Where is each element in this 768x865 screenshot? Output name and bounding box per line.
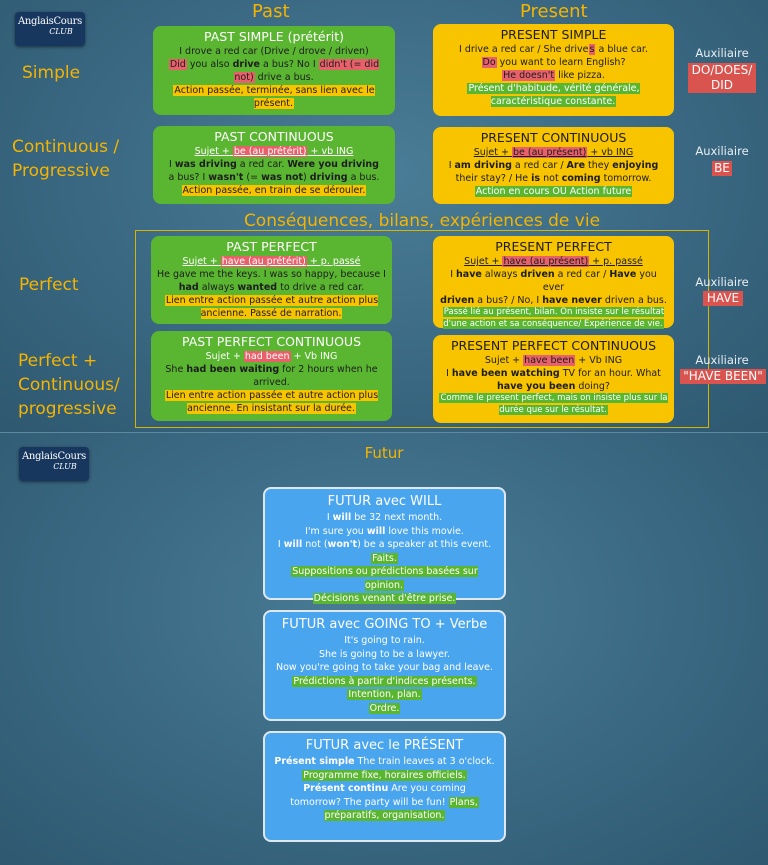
column-header-past: Past bbox=[252, 1, 290, 22]
example-line: I'm sure you will love this movie. bbox=[305, 525, 464, 537]
formula: Sujet + had been + Vb ING bbox=[205, 351, 338, 362]
usage-note: Intention, plan. bbox=[348, 689, 421, 700]
present-simple-card bbox=[433, 24, 674, 116]
example-line: I have been watching TV for an hour. What bbox=[446, 368, 661, 379]
example-line: a bus? I wasn't (= was not) driving a bus. bbox=[168, 172, 380, 183]
example-line: I drive a red car / She drives a blue car. bbox=[459, 44, 648, 55]
usage-note: Programme fixe, horaires officiels. bbox=[303, 769, 466, 781]
card-title: FUTUR avec WILL bbox=[327, 494, 442, 509]
example-line: Présent simple The train leaves at 3 o'clock. bbox=[274, 756, 495, 767]
row-label-perfect-continuous: Perfect + Continuous/ progressive bbox=[18, 351, 120, 419]
futur-will-card bbox=[263, 487, 506, 604]
example-line: I drove a red car (Drive / drove / driven) bbox=[179, 46, 369, 57]
formula: Sujet + have (au présent) + p. passé bbox=[464, 256, 643, 267]
card-title: PAST SIMPLE (prétérit) bbox=[204, 29, 344, 44]
example-line: She is going to be a lawyer. bbox=[318, 648, 451, 660]
row-label-continuous: Continuous / Progressive bbox=[12, 137, 120, 181]
usage-note: Faits. bbox=[372, 552, 397, 564]
present-perfect-card bbox=[433, 236, 674, 328]
example-line: Do you want to learn English? bbox=[482, 57, 626, 68]
usage-note: Présent d'habitude, vérité générale, caractéristique constante. bbox=[468, 83, 640, 107]
example-line: I was driving a red car. Were you driving bbox=[169, 159, 379, 170]
formula: Sujet + have (au prétérit) + p. passé bbox=[182, 256, 361, 267]
example-line: their stay? / He is not coming tomorrow. bbox=[455, 173, 652, 184]
tenses-panel bbox=[0, 0, 768, 432]
card-title: PAST PERFECT bbox=[226, 239, 317, 254]
formula: Sujet + have been + Vb ING bbox=[484, 355, 623, 366]
usage-note: préparatifs, organisation. bbox=[324, 810, 445, 821]
futur-going-to-card bbox=[263, 610, 506, 721]
example-line: Présent continu Are you coming bbox=[303, 783, 466, 794]
aux-label-perfect-continuous: Auxiliaire bbox=[695, 353, 749, 367]
card-title: PAST PERFECT CONTINUOUS bbox=[181, 334, 362, 349]
card-title: PRESENT PERFECT CONTINUOUS bbox=[450, 338, 657, 353]
consequences-title: Conséquences, bilans, expériences de vie bbox=[243, 211, 601, 231]
futur-present-card bbox=[263, 731, 506, 842]
futur-title: Futur bbox=[364, 444, 404, 462]
example-line: tomorrow? The party will be fun! Plans, bbox=[290, 796, 478, 808]
usage-note: Comme le present perfect, mais on insiste plus sur la durée que sur le résultat. bbox=[440, 393, 668, 415]
past-perfect-card bbox=[151, 236, 392, 324]
row-label-simple: Simple bbox=[22, 63, 81, 83]
aux-label-continuous: Auxiliaire bbox=[695, 144, 749, 158]
row-label-perfect: Perfect bbox=[19, 275, 79, 295]
past-perfect-continuous-card bbox=[151, 331, 392, 421]
usage-note: Prédictions à partir d'indices présents. bbox=[293, 675, 476, 687]
present-continuous-card bbox=[433, 127, 674, 204]
example-line: I am driving a red car / Are they enjoying bbox=[448, 160, 659, 171]
example-line: I will be 32 next month. bbox=[326, 512, 443, 523]
aux-value-simple: DO/DOES/ DID bbox=[688, 63, 756, 93]
card-title: PRESENT SIMPLE bbox=[500, 27, 607, 42]
past-simple-card bbox=[153, 26, 395, 115]
present-perfect-continuous-card bbox=[433, 335, 674, 423]
card-title: PRESENT CONTINUOUS bbox=[480, 130, 627, 145]
example-line: driven a bus? / No, I have never driven a bus. bbox=[440, 295, 667, 306]
example-line: She had been waiting for 2 hours when he arrived. bbox=[165, 364, 378, 388]
usage-note: Suppositions ou prédictions basées sur opinion. bbox=[292, 566, 478, 591]
aux-label-simple: Auxiliaire bbox=[695, 46, 749, 60]
usage-note: Lien entre action passée et autre action plus ancienne. En insistant sur la durée. bbox=[165, 390, 379, 414]
usage-note: Décisions venant d'être prise. bbox=[313, 593, 456, 604]
usage-note: Action passée, en train de se dérouler. bbox=[182, 185, 366, 196]
card-title: PRESENT PERFECT bbox=[495, 239, 612, 254]
example-line: He gave me the keys. I was so happy, because I bbox=[157, 269, 386, 280]
example-line: Did you also drive a bus? No I didn't (= did not) drive a bus. bbox=[169, 59, 380, 83]
usage-note: Ordre. bbox=[369, 702, 400, 714]
card-title: PAST CONTINUOUS bbox=[214, 129, 334, 144]
usage-note: Action passée, terminée, sans lien avec le présent. bbox=[174, 85, 375, 109]
aux-value-perfect-continuous: "HAVE BEEN" bbox=[680, 369, 766, 384]
logo: AnglaisCours CLUB bbox=[19, 447, 89, 481]
logo: AnglaisCours CLUB bbox=[15, 12, 85, 46]
example-line: I have always driven a red car / Have you ever bbox=[450, 269, 657, 293]
example-line: have you been doing? bbox=[497, 381, 610, 392]
example-line: Now you're going to take your bag and leave. bbox=[276, 662, 493, 673]
example-line: He doesn't like pizza. bbox=[503, 70, 605, 81]
column-header-present: Present bbox=[520, 1, 588, 22]
aux-label-perfect: Auxiliaire bbox=[695, 275, 749, 289]
formula: Sujet + be (au prétérit) + vb ING bbox=[194, 146, 354, 157]
example-line: It's going to rain. bbox=[344, 635, 425, 646]
usage-note: Passé lié au présent, bilan. On insiste sur le résultat d'une action et sa conséquence/ Expérience de vie. bbox=[443, 307, 665, 329]
usage-note: Lien entre action passée et autre action plus ancienne. Passé de narration. bbox=[165, 295, 379, 319]
example-line: I will not (won't) be a speaker at this event. bbox=[277, 539, 492, 550]
aux-value-continuous: BE bbox=[712, 161, 732, 176]
usage-note: Action en cours OU Action future bbox=[475, 186, 632, 197]
card-title: FUTUR avec le PRÉSENT bbox=[305, 738, 464, 753]
past-continuous-card bbox=[153, 126, 395, 204]
aux-value-perfect: HAVE bbox=[703, 291, 743, 306]
formula: Sujet + be (au présent) + vb ING bbox=[473, 147, 634, 158]
card-title: FUTUR avec GOING TO + Verbe bbox=[281, 617, 488, 632]
example-line: had always wanted to drive a red car. bbox=[178, 282, 365, 293]
